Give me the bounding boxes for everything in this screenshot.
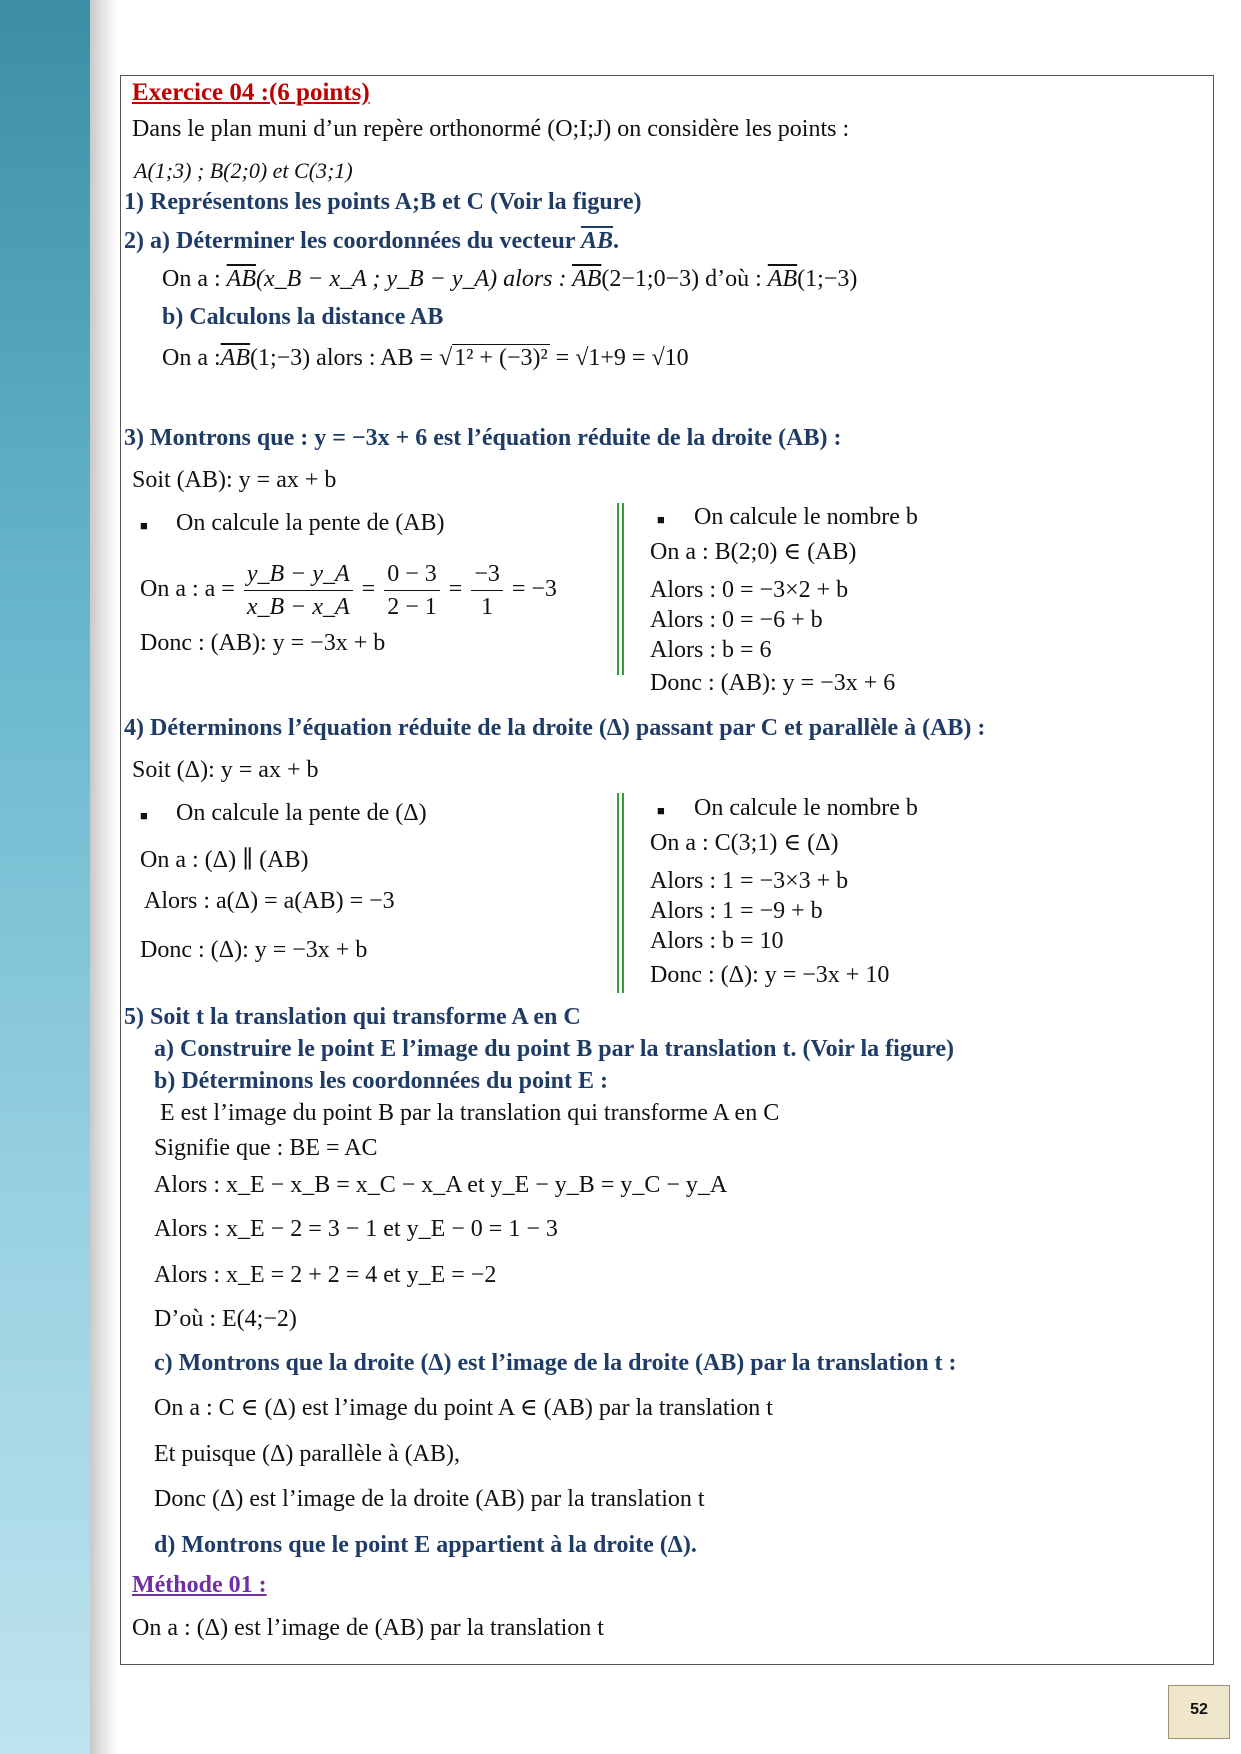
q2b-on-a: On a : xyxy=(162,345,221,371)
q5b-line-3: Alors : x_E − x_B = x_C − x_A et y_E − y_B = y_C − y_A xyxy=(154,1172,728,1198)
column-divider xyxy=(617,793,624,993)
q5c-line-3: Donc (Δ) est l’image de la droite (AB) par la translation t xyxy=(154,1486,705,1512)
slope-fraction-1: $\frac{y\_B - y\_A}{x\_B - x\_A}$ xyxy=(244,558,353,623)
vector-ab-2: $\overline{AB}$ xyxy=(572,266,602,292)
q4-left-line-2: Alors : a(Δ) = a(AB) = −3 xyxy=(144,888,395,914)
q4-right-line-1: On a : C(3;1) ∈ (Δ) xyxy=(650,830,839,856)
column-divider xyxy=(617,503,624,675)
q3-right-line-5: Donc : (AB): y = −3x + 6 xyxy=(650,670,896,696)
q3-slope-calculation: On a : a = $\frac{y\_B - y\_A}{x\_B - x\_A}$ = $\frac{0 - 3}{2 - 1}$ = $\frac{-3}{1}$ = −3 xyxy=(140,555,557,623)
q3-left-donc: Donc : (AB): y = −3x + b xyxy=(140,630,386,656)
q4-left-bullet: On calcule la pente de (Δ) xyxy=(176,800,427,826)
q3-right-line-2: Alors : 0 = −3×2 + b xyxy=(650,577,849,603)
points-list: A(1;3) ; B(2;0) et C(3;1) xyxy=(134,158,353,183)
intro-text: Dans le plan muni d’un repère orthonormé (O;I;J) on considère les points : xyxy=(132,116,850,142)
q5b-line-5: Alors : x_E = 2 + 2 = 4 et y_E = −2 xyxy=(154,1262,497,1288)
q3-right-line-4: Alors : b = 6 xyxy=(650,637,772,663)
q4-right-line-4: Alors : b = 10 xyxy=(650,928,784,954)
exercise-title: Exercice 04 :(6 points) xyxy=(132,79,370,106)
slope-fraction-2: $\frac{0 - 3}{2 - 1}$ xyxy=(384,558,440,623)
vector-ab-3: $\overline{AB}$ xyxy=(767,266,798,292)
methode-line-1: On a : (Δ) est l’image de (AB) par la translation t xyxy=(132,1615,604,1641)
question-2a: 2) a) Déterminer les coordonnées du vecteur $\overline{AB}$. xyxy=(124,228,620,254)
q3-right-line-3: Alors : 0 = −6 + b xyxy=(650,607,823,633)
q4-right-line-3: Alors : 1 = −9 + b xyxy=(650,898,823,924)
q5b-line-6: D’où : E(4;−2) xyxy=(154,1306,297,1332)
question-5c: c) Montrons que la droite (Δ) est l’image de la droite (AB) par la translation t : xyxy=(154,1350,957,1376)
slope-result: = −3 xyxy=(511,576,557,602)
page-sidebar-shadow xyxy=(90,0,118,1754)
q3-soit: Soit (AB): y = ax + b xyxy=(132,467,337,493)
question-2a-label: 2) a) Déterminer les coordonnées du vecteur xyxy=(124,228,576,254)
q3-right-bullet: On calcule le nombre b xyxy=(694,504,918,530)
q2a-computation xyxy=(162,264,857,294)
q4-left-line-1: On a : (Δ) ∥ (AB) xyxy=(140,847,309,873)
q2a-result: (1;−3) xyxy=(797,266,858,292)
sqrt-expression: √1² + (−3)² xyxy=(439,345,548,371)
vector-ab-1: $\overline{AB}$ xyxy=(226,266,256,292)
vector-ab-label: $\overline{AB}$ xyxy=(581,228,614,254)
q4-right-line-2: Alors : 1 = −3×3 + b xyxy=(650,868,849,894)
question-4: 4) Déterminons l’équation réduite de la droite (Δ) passant par C et parallèle à (AB) : xyxy=(124,715,986,741)
question-5b: b) Déterminons les coordonnées du point E : xyxy=(154,1068,609,1094)
methode-heading: Méthode 01 : xyxy=(132,1572,267,1598)
q4-soit: Soit (Δ): y = ax + b xyxy=(132,757,319,783)
q3-right-line-1: On a : B(2;0) ∈ (AB) xyxy=(650,539,857,565)
q4-right-line-5: Donc : (Δ): y = −3x + 10 xyxy=(650,962,890,988)
question-3: 3) Montrons que : y = −3x + 6 est l’équation réduite de la droite (AB) : xyxy=(124,425,842,451)
question-5a: a) Construire le point E l’image du point B par la translation t. (Voir la figure) xyxy=(154,1036,955,1062)
question-2b: b) Calculons la distance AB xyxy=(162,304,444,330)
q2a-on-a: On a : xyxy=(162,266,227,292)
q2a-substitution: (2−1;0−3) d’où : xyxy=(601,266,768,292)
q5b-line-1: E est l’image du point B par la translation qui transforme A en C xyxy=(160,1100,780,1126)
q5b-line-4: Alors : x_E − 2 = 3 − 1 et y_E − 0 = 1 − 3 xyxy=(154,1216,558,1242)
q3-left-bullet: On calcule la pente de (AB) xyxy=(176,510,445,536)
q2b-result: = √1+9 = √10 xyxy=(555,345,689,371)
question-5: 5) Soit t la translation qui transforme A en C xyxy=(124,1004,581,1030)
bullet-square-icon: ■ xyxy=(657,512,665,527)
q5c-line-2: Et puisque (Δ) parallèle à (AB), xyxy=(154,1441,460,1467)
q2a-formula: (x_B − x_A ; y_B − y_A) alors : xyxy=(255,266,573,292)
q3-on-a: On a : a = xyxy=(140,576,235,602)
q2b-formula: (1;−3) alors : AB = xyxy=(249,345,440,371)
bullet-square-icon: ■ xyxy=(140,518,148,533)
bullet-square-icon: ■ xyxy=(657,803,665,818)
q5c-line-1: On a : C ∈ (Δ) est l’image du point A ∈ (AB) par la translation t xyxy=(154,1395,773,1421)
q2b-computation xyxy=(162,343,689,373)
slope-fraction-3: $\frac{-3}{1}$ xyxy=(471,558,503,623)
vector-ab-4: $\overline{AB}$ xyxy=(220,345,250,371)
q4-right-bullet: On calcule le nombre b xyxy=(694,795,918,821)
page-sidebar-band xyxy=(0,0,90,1754)
q5b-line-2: Signifie que : BE = AC xyxy=(154,1135,378,1161)
question-1: 1) Représentons les points A;B et C (Voir la figure) xyxy=(124,189,642,215)
page-number: 52 xyxy=(1168,1685,1230,1739)
q4-left-line-3: Donc : (Δ): y = −3x + b xyxy=(140,937,368,963)
bullet-square-icon: ■ xyxy=(140,808,148,823)
question-5d: d) Montrons que le point E appartient à la droite (Δ). xyxy=(154,1532,697,1558)
